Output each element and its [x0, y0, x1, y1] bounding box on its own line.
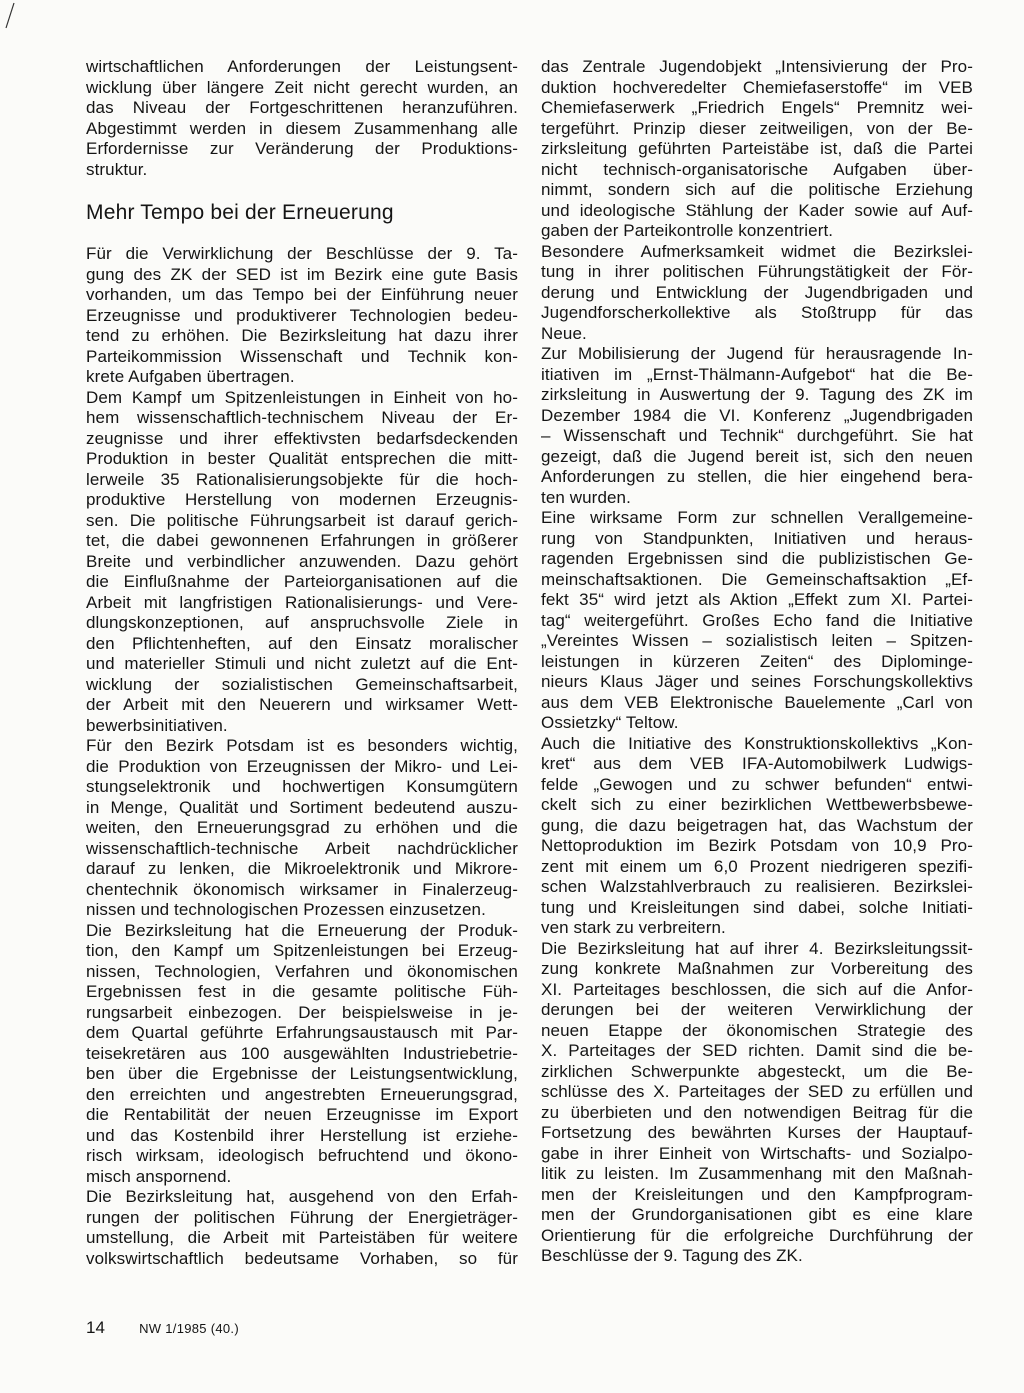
text-line: kret“ aus dem VEB IFA-Automobilwerk Ludwigs-: [541, 754, 973, 773]
text-line: dlungskonzeptionen, auf anspruchsvolle Ziele in: [86, 613, 518, 632]
text-line: Auch die Initiative des Konstruktionskollektivs „Kon-: [541, 733, 973, 753]
text-line: Für die Verwirklichung der Beschlüsse der 9. Ta-: [86, 244, 518, 263]
text-line: men der Kreisleitungen und den Kampfprogram-: [541, 1184, 973, 1204]
text-line: nissen und technologischen Prozessen einzusetzen.: [86, 900, 486, 919]
text-line: die Einflußnahme der Parteiorganisationen auf die: [86, 572, 518, 591]
intro-paragraph: [86, 57, 518, 180]
text-line: derungen bei der weiteren Verwirklichung der: [541, 1000, 973, 1019]
text-line: das Zentrale Jugendobjekt „Intensivierung der Pro-: [541, 57, 973, 76]
text-line: Neue.: [541, 323, 587, 343]
text-line: krete Aufgaben übertragen.: [86, 367, 295, 386]
body-text-left: [86, 244, 518, 1269]
text-line: tend zu erhöhen. Die Bezirksleitung hat dazu ihrer: [86, 326, 518, 345]
text-line: fekt 35“ wird jetzt als Aktion „Effekt zum XI. Partei-: [541, 590, 973, 609]
text-line: zu überbieten und den notwendigen Beitrag für die: [541, 1102, 973, 1122]
text-line: nimmt, sondern sich auf die politische Erziehung: [541, 180, 973, 199]
text-line: rungsarbeit einbezogen. Der beispielsweise in je-: [86, 1002, 518, 1022]
text-line: leistungen in kürzeren Zeiten“ des Diplominge-: [541, 651, 973, 671]
text-line: Arbeit mit langfristigen Rationalisierungs- und Vere-: [86, 592, 518, 612]
text-line: schlüsse des X. Parteitages der SED zu erfüllen und: [541, 1082, 973, 1101]
section-heading: Mehr Tempo bei der Erneuerung: [86, 201, 394, 224]
text-line: ben über die Ergebnisse der Leistungsentwicklung,: [86, 1064, 518, 1083]
text-line: rungen der politischen Führung der Energieträger-: [86, 1207, 518, 1227]
text-line: Dezember 1984 die VI. Konferenz „Jugendbrigaden: [541, 405, 973, 425]
text-line: derung und Entwicklung der Jugendbrigaden und: [541, 282, 973, 302]
text-line: nissen, Technologien, Verfahren und ökonomischen: [86, 961, 518, 981]
text-line: ten wurden.: [541, 487, 631, 507]
text-line: tung in ihrer politischen Führungstätigkeit der För-: [541, 262, 973, 281]
text-line: meinschaftsaktionen. Die Gemeinschaftsaktion „Ef-: [541, 569, 973, 589]
text-line: Beschlüsse der 9. Tagung des ZK.: [541, 1246, 803, 1265]
text-line: ven stark zu verbreitern.: [541, 918, 726, 937]
left-column: [86, 57, 518, 1269]
text-line: neuen Etappe der ökonomischen Strategie des: [541, 1020, 973, 1040]
text-line: wissenschaftlich-technische Arbeit nachdrücklicher: [86, 838, 518, 858]
text-line: darauf zu lenken, die Mikroelektronik und Mikrore-: [86, 859, 518, 878]
text-line: Ossietzky“ Teltow.: [541, 713, 679, 732]
text-line: und materieller Stimuli und nicht zuletzt auf die Ent-: [86, 654, 518, 673]
text-line: in Menge, Qualität und Sortiment bedeutend auszu-: [86, 797, 518, 817]
text-line: stungselektronik und hochwertigen Konsumgütern: [86, 777, 518, 796]
text-line: misch anspornend.: [86, 1166, 232, 1186]
text-line: Parteikommission Wissenschaft und Technik kon-: [86, 346, 518, 366]
text-line: tergeführt. Prinzip dieser zeitweiligen, von der Be-: [541, 118, 973, 138]
text-line: das Niveau der Fortgeschrittenen heranzuführen.: [86, 98, 518, 117]
text-line: die Produktion von Erzeugnissen der Mikro- und Lei-: [86, 756, 518, 776]
text-line: wicklung der sozialistischen Gemeinschaftsarbeit,: [86, 674, 518, 694]
text-line: zirklichen Schwerpunkte abgesteckt, um die Be-: [541, 1061, 973, 1081]
journal-reference: NW 1/1985 (40.): [139, 1321, 239, 1336]
text-line: tung und Kreisleitungen sind dabei, solche Initiati-: [541, 897, 973, 917]
text-line: Erfordernisse zur Veränderung der Produktions-: [86, 139, 518, 158]
text-line: hem wissenschaftlich-technischem Niveau der Er-: [86, 408, 518, 427]
text-line: lerweile 35 Rationalisierungsobjekte für die hoch-: [86, 469, 518, 489]
text-line: „Vereintes Wissen – sozialistisch leiten – Spitzen-: [541, 631, 973, 650]
text-line: Abgestimmt werden in diesem Zusammenhang alle: [86, 118, 518, 138]
text-line: ckelt sich zu einer bezirklichen Wettbewerbsbewe-: [541, 795, 973, 814]
text-line: weiten, den Erneuerungsgrad zu erhöhen und die: [86, 818, 518, 837]
text-line: Anforderungen zu stellen, die hier eingehend bera-: [541, 467, 973, 486]
text-line: XI. Parteitages beschlossen, die sich auf die Anfor-: [541, 979, 973, 999]
text-line: wicklung über längere Zeit nicht gerecht wurden, an: [86, 77, 518, 97]
text-line: gung des ZK der SED ist im Bezirk eine gute Basis: [86, 264, 518, 284]
text-line: risch wirksam, ideologisch befruchtend und ökono-: [86, 1146, 518, 1165]
text-line: tag“ weitergeführt. Großes Echo fand die Initiative: [541, 610, 973, 630]
text-line: Ergebnissen fest in die gesamte politische Füh-: [86, 982, 518, 1001]
text-line: schen Walzstahlverbrauch zu realisieren. Bezirkslei-: [541, 877, 973, 896]
page-number: 14: [86, 1318, 105, 1337]
text-line: rung von Standpunkten, Initiativen und heraus-: [541, 528, 973, 548]
text-line: zeugnisse und ihrer effektivsten bedarfsdeckenden: [86, 428, 518, 448]
text-line: Produktion in bester Qualität entsprechen die mitt-: [86, 449, 518, 468]
text-line: X. Parteitages der SED richten. Damit sind die be-: [541, 1041, 973, 1060]
text-line: gung, die dazu beigetragen hat, das Wachstum der: [541, 815, 973, 835]
text-line: zirksleitung geführten Parteistäbe ist, daß die Partei: [541, 139, 973, 158]
text-line: Breite und verbindlicher anzuwenden. Dazu gehört: [86, 551, 518, 571]
text-line: volkswirtschaftlich bedeutsame Vorhaben, so für: [86, 1248, 518, 1268]
text-line: tet, die dabei gewonnenen Erfahrungen in größerer: [86, 531, 518, 550]
text-line: den erreichten und angestrebten Erneuerungsgrad,: [86, 1084, 518, 1104]
text-line: Die Bezirksleitung hat die Erneuerung der Produk-: [86, 920, 518, 940]
text-line: zirksleitung in Auswertung der 9. Tagung des ZK im: [541, 385, 973, 404]
text-line: Chemiefaserwerk „Friedrich Engels“ Premnitz wei-: [541, 98, 973, 117]
text-line: tion, den Kampf um Spitzenleistungen bei Erzeug-: [86, 941, 518, 960]
text-line: die Rentabilität der neuen Erzeugnisse im Export: [86, 1105, 518, 1124]
corner-pen-mark: [4, 2, 16, 30]
text-line: vorhanden, um das Tempo bei der Einführung neuer: [86, 285, 518, 304]
text-line: dem Quartal geführte Erfahrungsaustausch mit Par-: [86, 1023, 518, 1042]
text-line: Orientierung für die erfolgreiche Durchführung der: [541, 1225, 973, 1245]
text-line: und ideologische Stählung der Kader sowie auf Auf-: [541, 200, 973, 220]
text-line: Die Bezirksleitung hat, ausgehend von den Erfah-: [86, 1187, 518, 1206]
text-line: Für den Bezirk Potsdam ist es besonders wichtig,: [86, 736, 518, 755]
text-line: teisekretären aus 100 ausgewählten Industriebetrie-: [86, 1043, 518, 1063]
text-line: sen. Die politische Führungsarbeit ist darauf gerich-: [86, 510, 518, 530]
text-line: zung konkrete Maßnahmen zur Vorbereitung des: [541, 959, 973, 978]
text-line: gezeigt, daß die Jugend bereit ist, sich den neuen: [541, 446, 973, 466]
text-line: Eine wirksame Form zur schnellen Verallgemeine-: [541, 508, 973, 527]
text-line: duktion hochveredelter Chemiefaserstoffe“ im VEB: [541, 77, 973, 97]
right-column: [541, 57, 973, 1267]
text-line: umstellung, die Arbeit mit Parteistäben für weitere: [86, 1228, 518, 1247]
text-line: bewerbsinitiativen.: [86, 715, 228, 735]
text-line: Fortsetzung des bewährten Kurses der Hauptauf-: [541, 1123, 973, 1142]
text-line: Jugendforscherkollektive als Stoßtrupp für das: [541, 303, 973, 322]
page-footer: [86, 1318, 239, 1338]
text-line: litik zu leisten. Im Zusammenhang mit den Maßnah-: [541, 1164, 973, 1183]
text-line: ragenden Ergebnissen sind die publizistischen Ge-: [541, 549, 973, 568]
text-line: gaben der Parteikontrolle konzentriert.: [541, 221, 834, 240]
text-line: der Arbeit mit den Neuerern und wirksamer Wett-: [86, 695, 518, 714]
text-line: zent mit einem um 6,0 Prozent niedrigeren spezifi-: [541, 856, 973, 876]
text-line: chentechnik ökonomisch wirksamer in Finalerzeug-: [86, 879, 518, 899]
text-line: Die Bezirksleitung hat auf ihrer 4. Bezirksleitungssit-: [541, 938, 973, 958]
text-line: itiativen im „Ernst-Thälmann-Aufgebot“ hat die Be-: [541, 364, 973, 384]
text-line: wirtschaftlichen Anforderungen der Leistungsent-: [86, 57, 518, 76]
text-line: und das Kostenbild ihrer Herstellung ist erziehe-: [86, 1125, 518, 1145]
text-line: struktur.: [86, 159, 148, 179]
text-line: Besondere Aufmerksamkeit widmet die Bezirkslei-: [541, 241, 973, 261]
body-text-right: [541, 57, 973, 1267]
text-line: nieurs Klaus Jäger und seines Forschungskollektivs: [541, 672, 973, 691]
text-line: nicht technisch-organisatorische Aufgaben über-: [541, 159, 973, 179]
text-line: Nettoproduktion im Bezirk Potsdam von 10,9 Pro-: [541, 836, 973, 855]
text-line: felde „Gewogen und zu schwer befunden“ entwi-: [541, 774, 973, 794]
text-line: – Wissenschaft und Technik“ durchgeführt. Sie hat: [541, 426, 973, 445]
text-line: Dem Kampf um Spitzenleistungen in Einheit von ho-: [86, 387, 518, 407]
text-line: gabe in ihrer Einheit von Wirtschafts- und Sozialpo-: [541, 1143, 973, 1163]
text-line: Erzeugnisse und produktiverer Technologien bedeu-: [86, 305, 518, 325]
text-line: men der Grundorganisationen gibt es eine klare: [541, 1205, 973, 1224]
text-line: Zur Mobilisierung der Jugend für herausragende In-: [541, 344, 973, 363]
text-line: den Pflichtenheften, auf den Einsatz moralischer: [86, 633, 518, 653]
text-line: aus dem VEB Elektronische Bauelemente „Carl von: [541, 692, 973, 712]
text-line: produktive Herstellung von modernen Erzeugnis-: [86, 490, 518, 509]
